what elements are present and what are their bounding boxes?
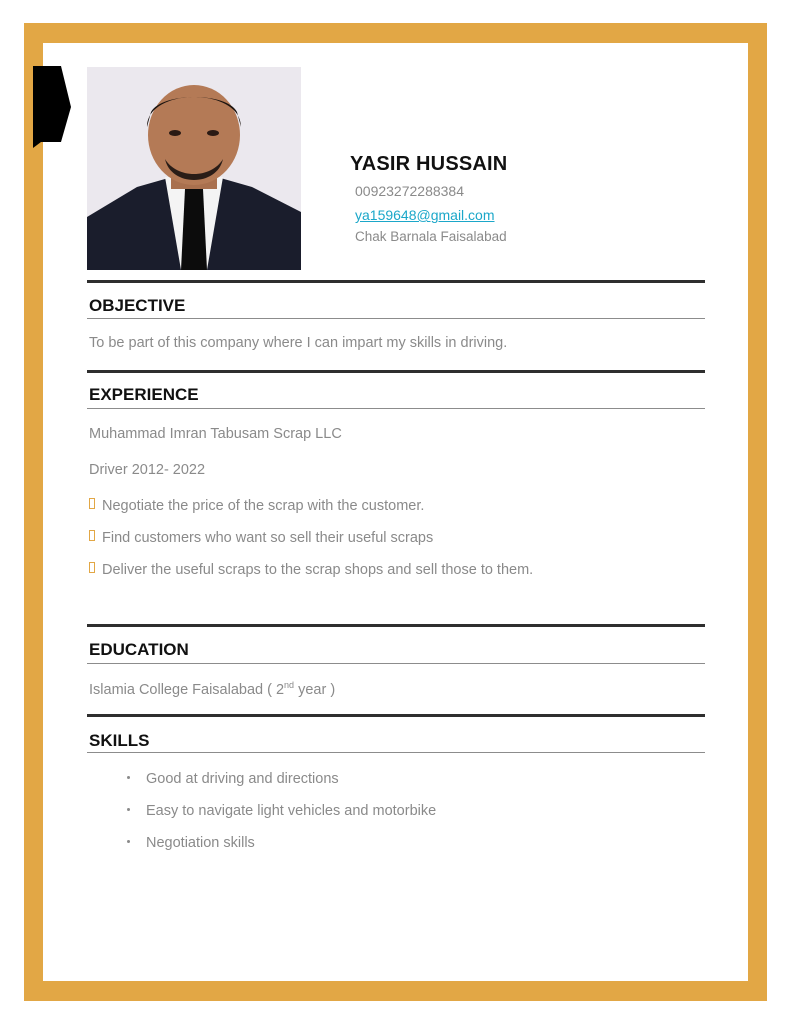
phone-number: 00923272288384 xyxy=(355,183,465,199)
list-item: Deliver the useful scraps to the scrap shops and sell those to them. xyxy=(89,562,533,578)
section-divider-thick xyxy=(87,624,705,627)
list-item: Negotiation skills xyxy=(127,835,255,851)
section-divider-thin xyxy=(87,663,705,664)
section-divider-thick xyxy=(87,714,705,717)
list-item: Find customers who want so sell their useful scraps xyxy=(89,530,433,546)
list-item: Easy to navigate light vehicles and motorbike xyxy=(127,803,436,819)
bullet-box-icon xyxy=(89,530,95,541)
bullet-box-icon xyxy=(89,498,95,509)
education-heading: EDUCATION xyxy=(89,640,189,659)
section-divider-thick xyxy=(87,370,705,373)
experience-company: Muhammad Imran Tabusam Scrap LLC xyxy=(89,426,342,442)
bullet-box-icon xyxy=(89,562,95,573)
section-divider-thin xyxy=(87,318,705,319)
experience-role: Driver 2012- 2022 xyxy=(89,462,206,478)
objective-heading: OBJECTIVE xyxy=(89,296,186,315)
skills-heading: SKILLS xyxy=(89,731,150,750)
profile-photo xyxy=(87,67,301,270)
address: Chak Barnala Faisalabad xyxy=(355,229,507,244)
list-item: Negotiate the price of the scrap with the customer. xyxy=(89,498,424,514)
experience-heading: EXPERIENCE xyxy=(89,385,199,404)
objective-text: To be part of this company where I can impart my skills in driving. xyxy=(89,335,508,351)
email-link[interactable]: ya159648@gmail.com xyxy=(355,207,495,223)
candidate-name: YASIR HUSSAIN xyxy=(350,153,508,175)
section-divider-thin xyxy=(87,752,705,753)
bullet-dot-icon xyxy=(127,808,130,811)
bullet-dot-icon xyxy=(127,840,130,843)
section-divider-thin xyxy=(87,408,705,409)
section-divider-thick xyxy=(87,280,705,283)
education-school: Islamia College Faisalabad ( 2nd year ) xyxy=(89,680,336,698)
list-item: Good at driving and directions xyxy=(127,771,339,787)
bullet-dot-icon xyxy=(127,776,130,779)
bookmark-tab-icon xyxy=(33,66,71,148)
